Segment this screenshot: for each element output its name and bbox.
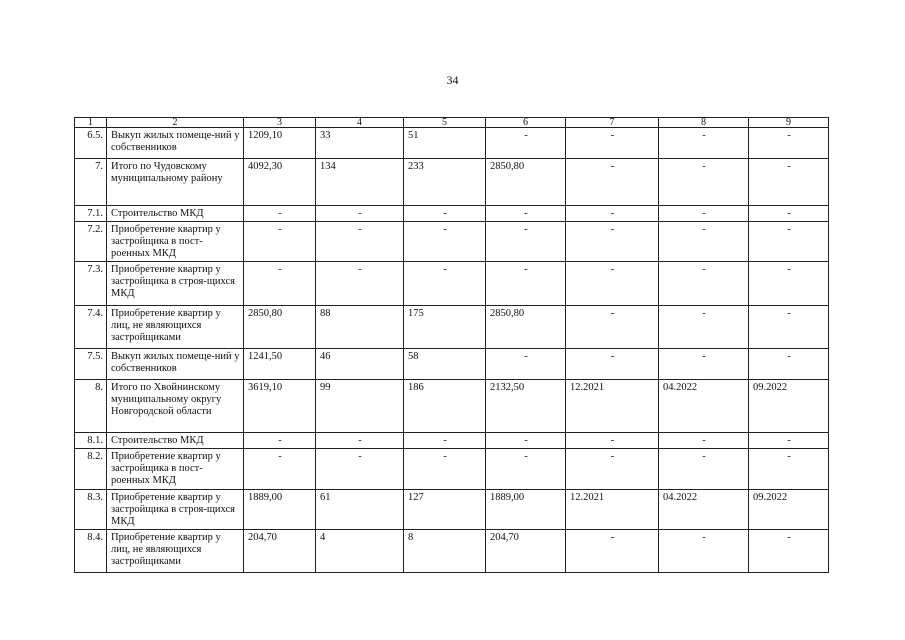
item-description: Итого по Чудовскому муниципальному району bbox=[107, 159, 244, 206]
value-col-8: - bbox=[659, 349, 749, 380]
table-row bbox=[75, 380, 829, 433]
value-col-6: - bbox=[486, 449, 566, 490]
value-col-4: 46 bbox=[316, 349, 404, 380]
value-col-7: - bbox=[566, 222, 659, 262]
row-number: 7.2. bbox=[75, 222, 107, 262]
page-number: 34 bbox=[446, 73, 459, 87]
value-col-8: 04.2022 bbox=[659, 380, 749, 433]
row-number: 7. bbox=[75, 159, 107, 206]
table-row bbox=[75, 490, 829, 530]
row-number: 7.1. bbox=[75, 206, 107, 222]
value-col-7: - bbox=[566, 262, 659, 306]
value-col-5: - bbox=[404, 433, 486, 449]
column-number: 1 bbox=[75, 118, 107, 128]
value-col-5: - bbox=[404, 449, 486, 490]
column-number: 6 bbox=[486, 118, 566, 128]
table-row bbox=[75, 206, 829, 222]
value-col-6: - bbox=[486, 433, 566, 449]
column-number-row bbox=[75, 118, 829, 128]
value-col-7: - bbox=[566, 206, 659, 222]
column-number: 4 bbox=[316, 118, 404, 128]
value-col-3: - bbox=[244, 206, 316, 222]
value-col-5: 127 bbox=[404, 490, 486, 530]
value-col-6: - bbox=[486, 262, 566, 306]
value-col-6: - bbox=[486, 206, 566, 222]
value-col-9: - bbox=[749, 349, 829, 380]
table-row bbox=[75, 449, 829, 490]
value-col-3: 1241,50 bbox=[244, 349, 316, 380]
value-col-8: - bbox=[659, 449, 749, 490]
value-col-5: 8 bbox=[404, 530, 486, 573]
data-table bbox=[74, 117, 829, 573]
value-col-3: - bbox=[244, 262, 316, 306]
value-col-9: - bbox=[749, 530, 829, 573]
value-col-9: 09.2022 bbox=[749, 380, 829, 433]
value-col-9: 09.2022 bbox=[749, 490, 829, 530]
row-number: 8.2. bbox=[75, 449, 107, 490]
value-col-3: 4092,30 bbox=[244, 159, 316, 206]
value-col-3: 1889,00 bbox=[244, 490, 316, 530]
value-col-7: - bbox=[566, 449, 659, 490]
item-description: Строительство МКД bbox=[107, 206, 244, 222]
table-row bbox=[75, 530, 829, 573]
item-description: Итого по Хвойнинскому муниципальному округу Новгородской области bbox=[107, 380, 244, 433]
value-col-4: - bbox=[316, 206, 404, 222]
table-row bbox=[75, 128, 829, 159]
value-col-8: - bbox=[659, 128, 749, 159]
table-row bbox=[75, 306, 829, 349]
value-col-8: - bbox=[659, 262, 749, 306]
row-number: 7.3. bbox=[75, 262, 107, 306]
value-col-4: 61 bbox=[316, 490, 404, 530]
value-col-9: - bbox=[749, 449, 829, 490]
value-col-7: 12.2021 bbox=[566, 490, 659, 530]
value-col-3: 3619,10 bbox=[244, 380, 316, 433]
value-col-5: - bbox=[404, 222, 486, 262]
item-description: Приобретение квартир у застройщика в строя-щихся МКД bbox=[107, 262, 244, 306]
table-row bbox=[75, 222, 829, 262]
value-col-5: 186 bbox=[404, 380, 486, 433]
value-col-3: - bbox=[244, 222, 316, 262]
item-description: Приобретение квартир у застройщика в пост-роенных МКД bbox=[107, 222, 244, 262]
value-col-4: - bbox=[316, 222, 404, 262]
column-number: 8 bbox=[659, 118, 749, 128]
value-col-7: - bbox=[566, 159, 659, 206]
value-col-3: 2850,80 bbox=[244, 306, 316, 349]
value-col-6: 2132,50 bbox=[486, 380, 566, 433]
item-description: Строительство МКД bbox=[107, 433, 244, 449]
value-col-6: 2850,80 bbox=[486, 306, 566, 349]
item-description: Приобретение квартир у застройщика в пост-роенных МКД bbox=[107, 449, 244, 490]
value-col-5: 175 bbox=[404, 306, 486, 349]
value-col-7: - bbox=[566, 530, 659, 573]
value-col-3: 1209,10 bbox=[244, 128, 316, 159]
value-col-5: - bbox=[404, 206, 486, 222]
table-row bbox=[75, 262, 829, 306]
value-col-3: - bbox=[244, 449, 316, 490]
value-col-5: 233 bbox=[404, 159, 486, 206]
value-col-4: 99 bbox=[316, 380, 404, 433]
value-col-5: 58 bbox=[404, 349, 486, 380]
value-col-7: 12.2021 bbox=[566, 380, 659, 433]
value-col-3: 204,70 bbox=[244, 530, 316, 573]
value-col-9: - bbox=[749, 159, 829, 206]
row-number: 8.3. bbox=[75, 490, 107, 530]
column-number: 7 bbox=[566, 118, 659, 128]
value-col-5: 51 bbox=[404, 128, 486, 159]
column-number: 3 bbox=[244, 118, 316, 128]
value-col-9: - bbox=[749, 262, 829, 306]
value-col-6: - bbox=[486, 222, 566, 262]
value-col-8: - bbox=[659, 222, 749, 262]
value-col-3: - bbox=[244, 433, 316, 449]
value-col-8: - bbox=[659, 433, 749, 449]
row-number: 7.4. bbox=[75, 306, 107, 349]
value-col-9: - bbox=[749, 206, 829, 222]
value-col-4: 88 bbox=[316, 306, 404, 349]
row-number: 8.1. bbox=[75, 433, 107, 449]
item-description: Выкуп жилых помеще-ний у собственников bbox=[107, 349, 244, 380]
item-description: Приобретение квартир у лиц, не являющихся застройщиками bbox=[107, 530, 244, 573]
value-col-8: - bbox=[659, 306, 749, 349]
value-col-7: - bbox=[566, 433, 659, 449]
row-number: 6.5. bbox=[75, 128, 107, 159]
value-col-9: - bbox=[749, 306, 829, 349]
value-col-4: - bbox=[316, 433, 404, 449]
value-col-6: 204,70 bbox=[486, 530, 566, 573]
value-col-7: - bbox=[566, 128, 659, 159]
item-description: Выкуп жилых помеще-ний у собственников bbox=[107, 128, 244, 159]
value-col-9: - bbox=[749, 222, 829, 262]
row-number: 8. bbox=[75, 380, 107, 433]
value-col-8: - bbox=[659, 530, 749, 573]
value-col-6: 1889,00 bbox=[486, 490, 566, 530]
value-col-5: - bbox=[404, 262, 486, 306]
value-col-4: - bbox=[316, 449, 404, 490]
value-col-7: - bbox=[566, 349, 659, 380]
table-row bbox=[75, 433, 829, 449]
value-col-6: - bbox=[486, 128, 566, 159]
value-col-8: 04.2022 bbox=[659, 490, 749, 530]
value-col-9: - bbox=[749, 128, 829, 159]
value-col-4: - bbox=[316, 262, 404, 306]
value-col-4: 134 bbox=[316, 159, 404, 206]
value-col-8: - bbox=[659, 206, 749, 222]
value-col-4: 33 bbox=[316, 128, 404, 159]
row-number: 8.4. bbox=[75, 530, 107, 573]
row-number: 7.5. bbox=[75, 349, 107, 380]
column-number: 9 bbox=[749, 118, 829, 128]
column-number: 2 bbox=[107, 118, 244, 128]
table-row bbox=[75, 159, 829, 206]
value-col-8: - bbox=[659, 159, 749, 206]
value-col-6: - bbox=[486, 349, 566, 380]
item-description: Приобретение квартир у застройщика в строя-щихся МКД bbox=[107, 490, 244, 530]
column-number: 5 bbox=[404, 118, 486, 128]
value-col-7: - bbox=[566, 306, 659, 349]
value-col-4: 4 bbox=[316, 530, 404, 573]
item-description: Приобретение квартир у лиц, не являющихся застройщиками bbox=[107, 306, 244, 349]
value-col-6: 2850,80 bbox=[486, 159, 566, 206]
table-row bbox=[75, 349, 829, 380]
value-col-9: - bbox=[749, 433, 829, 449]
